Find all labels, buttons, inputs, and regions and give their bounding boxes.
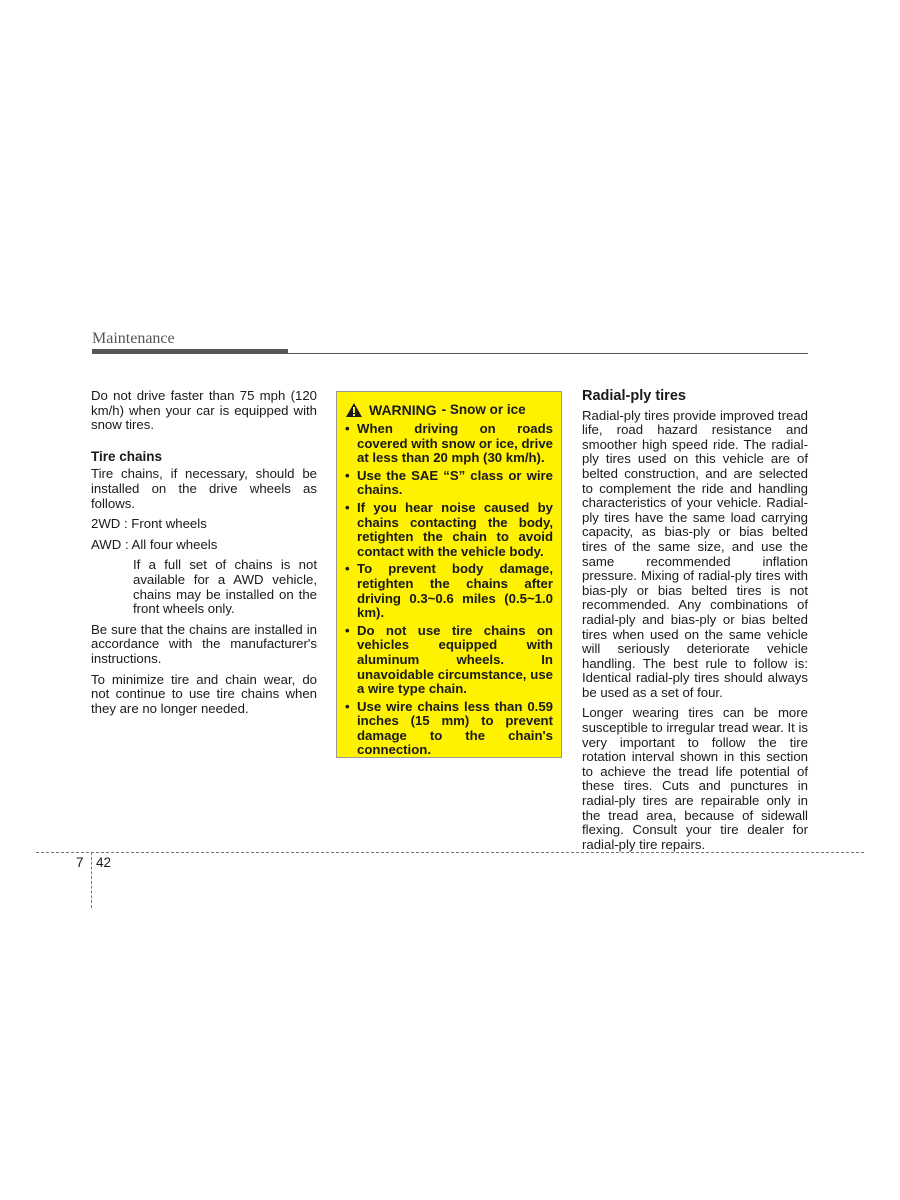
radial-ply-heading: Radial-ply tires bbox=[582, 388, 686, 404]
section-title: Maintenance bbox=[92, 330, 175, 347]
warning-item: • To prevent body damage, retighten the chains after driving 0.3~0.6 miles (0.5~1.0 km). bbox=[345, 562, 553, 620]
warning-item: • When driving on roads covered with snow or ice, drive at less than 20 mph (30 km/h). bbox=[345, 422, 553, 466]
right-column bbox=[582, 389, 808, 858]
tire-wear-note: To minimize tire and chain wear, do not continue to use tire chains when they are no longer needed. bbox=[91, 671, 317, 716]
radial-ply-paragraph-1: Radial-ply tires provide improved tread life, road hazard resistance and smoother high speed ride. The radial-ply tires used on this vehicle are of belted construction, and are selected to complement the ride and handling characteristics of your vehicle. Radial-ply tires have the same load carrying capacity, as bias-ply or bias belted tires of the same size, and use the same recommended inflation pressure. Mixing of radial-ply tires with bias-ply or bias belted tires is not recommended. Any combinations of radial-ply and bias-ply or bias belted tires when used on the same vehicle will seriously deteriorate vehicle handling. The best rule to follow is: Identical radial-ply tires should always be used as a set of four. bbox=[582, 407, 808, 700]
warning-box bbox=[336, 391, 562, 758]
warning-list bbox=[345, 422, 553, 758]
warning-item: • Use wire chains less than 0.59 inches (15 mm) to prevent damage to the chain's connection. bbox=[345, 700, 553, 758]
2wd-line: 2WD : Front wheels bbox=[91, 516, 207, 532]
warning-item: • Use the SAE “S” class or wire chains. bbox=[345, 469, 553, 498]
footer-divider bbox=[36, 852, 864, 853]
header-rule-thin bbox=[288, 353, 808, 354]
chapter-number: 7 bbox=[76, 855, 84, 870]
page-number: 42 bbox=[96, 855, 112, 870]
installation-note: Be sure that the chains are installed in accordance with the manufacturer's instructions. bbox=[91, 621, 317, 666]
warning-header bbox=[345, 402, 553, 418]
warning-triangle-icon bbox=[345, 402, 363, 418]
header-rule-thick bbox=[92, 349, 288, 354]
tire-chains-paragraph: Tire chains, if necessary, should be installed on the drive wheels as follows. bbox=[91, 466, 317, 511]
radial-ply-paragraph-2: Longer wearing tires can be more susceptible to irregular tread wear. It is very important to follow the tire rotation interval shown in this section to achieve the tread life potential of these tires. Cuts and punctures in radial-ply tires are repairable only in the tread area, because of sidewall flexing. Consult your tire dealer for radial-ply tire repairs. bbox=[582, 705, 808, 852]
warning-title: WARNING bbox=[369, 401, 437, 418]
snow-tire-speed-note: Do not drive faster than 75 mph (120 km/h) when your car is equipped with snow tires. bbox=[91, 388, 317, 433]
footer-vertical-divider bbox=[91, 852, 92, 908]
warning-item: • Do not use tire chains on vehicles equipped with aluminum wheels. In unavoidable circumstance, use a wire type chain. bbox=[345, 624, 553, 697]
warning-item: • If you hear noise caused by chains contacting the body, retighten the chain to avoid contact with the vehicle body. bbox=[345, 501, 553, 559]
awd-line: AWD : All four wheels bbox=[91, 536, 218, 552]
tire-chains-heading: Tire chains bbox=[91, 448, 163, 464]
left-column bbox=[91, 389, 317, 722]
warning-subtitle: - Snow or ice bbox=[441, 401, 526, 417]
awd-note: If a full set of chains is not available for a AWD vehicle, chains may be installed on the front wheels only. bbox=[133, 557, 317, 617]
